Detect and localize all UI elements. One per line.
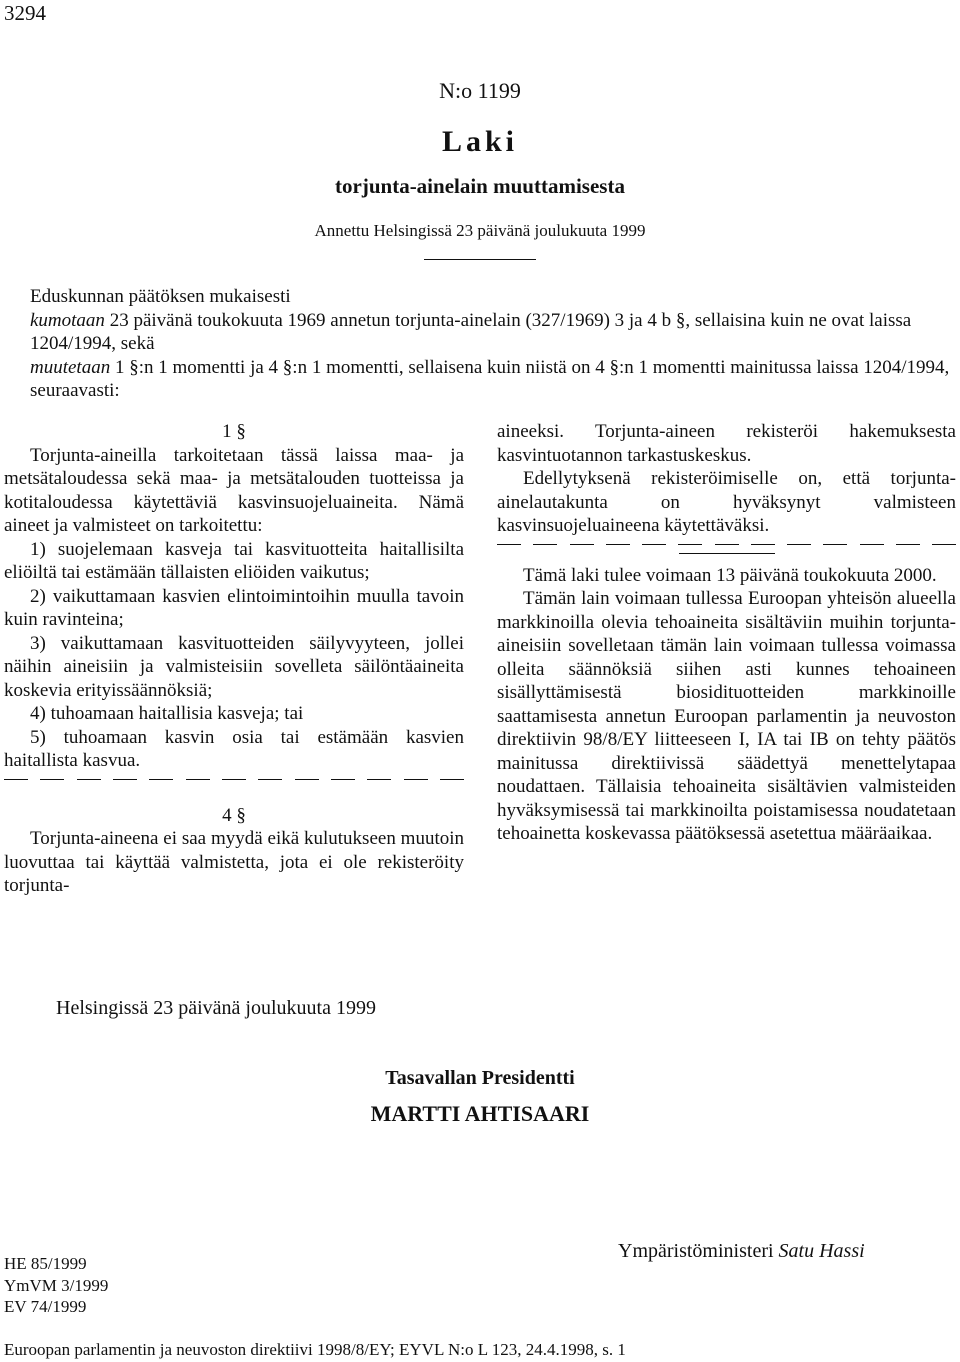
footer-note: Euroopan parlamentin ja neuvoston direktiivi 1998/8/EY; EYVL N:o L 123, 24.4.1998, s. 1 [4, 1340, 626, 1359]
statute-number: N:o 1199 [439, 78, 521, 103]
section-4-continuation: aineeksi. Torjunta-aineen rekisteröi hakemuksesta kasvintuotannon tarkastuskeskus. [497, 421, 956, 466]
section-1-heading: 1 § [222, 421, 246, 442]
list-item-2: 2) vaikuttamaan kasvien elintoimintoihin muulla tavoin kuin ravinteina; [4, 585, 464, 630]
minister-name: Satu Hassi [778, 1240, 865, 1262]
right-column [497, 420, 956, 846]
omission-dashes [4, 779, 464, 780]
section-4-paragraph: Torjunta-aineena ei saa myydä eikä kulutukseen muutoin luovuttaa tai käyttää valmistetta, jota ei ole rekisteröity torjunta- [4, 828, 464, 896]
preamble-line-1: Eduskunnan päätöksen mukaisesti [30, 286, 291, 307]
preamble-amend [30, 356, 956, 403]
legislative-references [4, 1253, 108, 1318]
preamble [30, 285, 956, 403]
left-column [4, 420, 464, 898]
header-divider [424, 259, 536, 260]
section-4-heading: 4 § [222, 804, 246, 826]
minister-signature [618, 1240, 865, 1264]
reference-ev: EV 74/1999 [4, 1297, 87, 1316]
president-title: Tasavallan Presidentti [385, 1067, 575, 1089]
repeal-text: 23 päivänä toukokuuta 1969 annetun torjunta-ainelain (327/1969) 3 ja 4 b §, sellaisina kuin ne ovat laissa 1204/1994, sekä [30, 309, 912, 354]
document-subtitle: torjunta-ainelain muuttamisesta [335, 174, 625, 198]
transitional-provision: Tämän lain voimaan tullessa Euroopan yhteisön alueella markkinoilla olevia tehoaineita sisältäviin muihin torjunta-aineisiin sovelletaan tämän lain voimaan tullessa voimassa olleita säännöksiä siihen asti kunnes tehoaineen sisällyttämisestä biosidituotteiden markkinoille saattamisesta annetun Euroopan parlamentin ja neuvoston direktiivin 98/8/EY liitteeseen I, IA tai IB on tehty päätös mainitussa direktiivissä säädettyä menettelytapaa noudattaen. Tällaisia tehoaineita sisältävien valmisteiden hyväksymisessä tai markkinoilta poistamisessa noudatetaan tehoainetta koskevassa päätöksessä asetettua määräaikaa. [497, 588, 956, 844]
amend-text: 1 §:n 1 momentti ja 4 §:n 1 momentti, sellaisena kuin niistä on 4 §:n 1 momentti mainitussa laissa 1204/1994, seuraavasti: [30, 356, 950, 401]
omission-dashes-right [497, 544, 956, 545]
place-and-date: Helsingissä 23 päivänä joulukuuta 1999 [56, 997, 376, 1019]
minister-title: Ympäristöministeri [618, 1240, 779, 1262]
list-item-3: 3) vaikuttamaan kasvituotteiden säilyvyyteen, jollei näihin aineisiin ja valmisteisiin sovelleta säilöntäaineita koskevia erityissäännöksiä; [4, 632, 464, 701]
list-item-1: 1) suojelemaan kasveja tai kasvituotteita haitallisilta eliöiltä tai estämään tällaisten eliöiden vaikutus; [4, 538, 464, 583]
reference-ymvm: YmVM 3/1999 [4, 1275, 109, 1295]
issued-line: Annettu Helsingissä 23 päivänä joulukuuta 1999 [314, 221, 646, 240]
section-4-condition: Edellytyksenä rekisteröimiselle on, että torjunta-ainelautakunta on hyväksynyt valmisteen kasvinsuojeluaineena käytettäväksi. [497, 468, 956, 536]
section-1-paragraph: Torjunta-aineilla tarkoitetaan tässä laissa maa- ja metsätaloudessa sekä maa- ja metsätalouden tuotteissa ja kotitaloudessa käytettäviä kasvinsuojeluaineita. Nämä aineet ja valmisteet on tarkoitettu: [4, 444, 464, 536]
president-name: MARTTI AHTISAARI [370, 1101, 590, 1126]
list-item-5: 5) tuhoamaan kasvin osia tai estämään kasvien haitallista kasvua. [4, 726, 464, 771]
document-title: Laki [441, 125, 519, 158]
entry-into-force: Tämä laki tulee voimaan 13 päivänä toukokuuta 2000. [523, 564, 937, 586]
page-number: 3294 [4, 1, 46, 25]
preamble-repeal [30, 309, 956, 356]
reference-he: HE 85/1999 [4, 1254, 87, 1273]
repeal-keyword: kumotaan [30, 309, 105, 331]
amend-keyword: muutetaan [30, 356, 111, 378]
section-divider [679, 553, 775, 554]
list-item-4: 4) tuhoamaan haitallisia kasveja; tai [30, 703, 304, 724]
